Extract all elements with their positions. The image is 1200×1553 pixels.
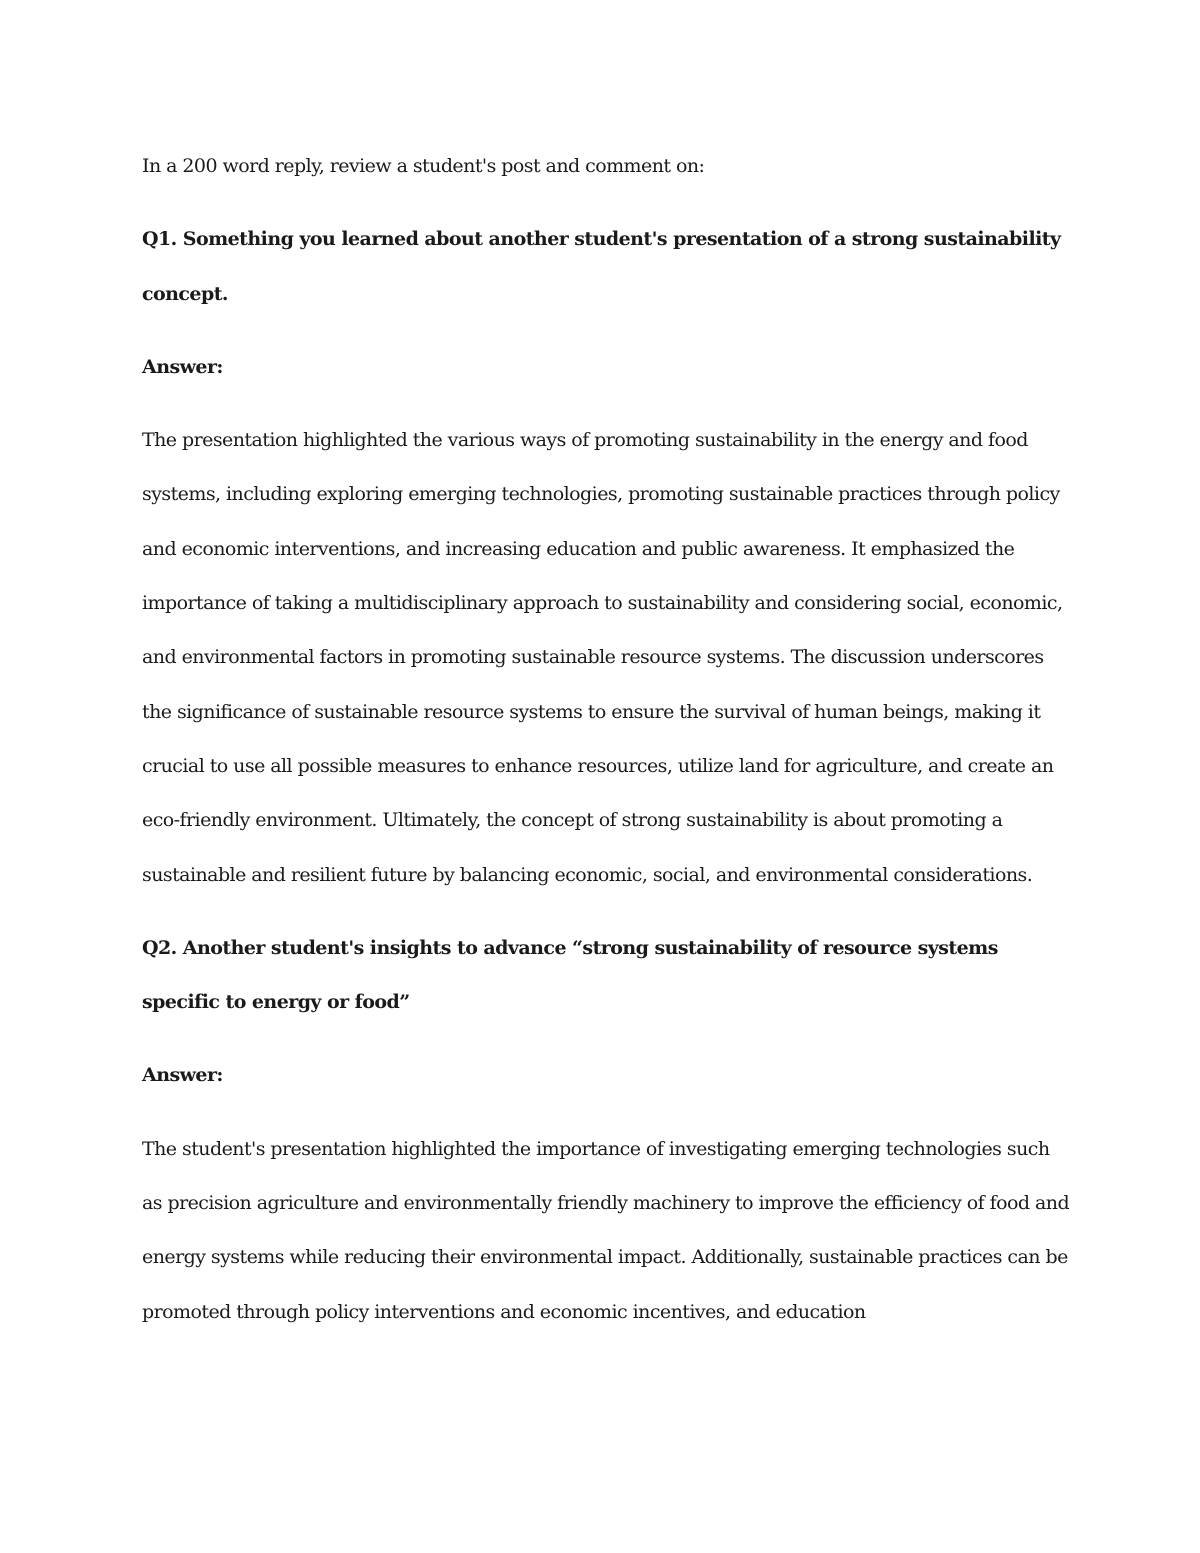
intro-instruction: In a 200 word reply, review a student's post and comment on: [142, 155, 705, 177]
answer-2-label: Answer: [142, 1064, 223, 1087]
answer-1-label: Answer: [142, 355, 223, 378]
question-1: Q1. Something you learned about another student's presentation of a strong sustainability concept. [142, 228, 1061, 305]
answer-1-text: The presentation highlighted the various ways of promoting sustainability in the energy and food systems, including exploring emerging technologies, promoting sustainable practices through policy and economic interventions, and increasing education and public awareness. It emphasized the importance of taking a multidisciplinary approach to sustainability and considering social, economic, and environmental factors in promoting sustainable resource systems. The discussion underscores the significance of sustainable resource systems to ensure the survival of human beings, making it crucial to use all possible measures to enhance resources, utilize land for agriculture, and create an eco-friendly environment. Ultimately, the concept of strong sustainability is about promoting a sustainable and resilient future by balancing economic, social, and environmental considerations. [142, 429, 1063, 886]
document-body [142, 139, 1072, 1339]
question-2: Q2. Another student's insights to advance “strong sustainability of resource systems specific to energy or food” [142, 936, 998, 1014]
answer-2-text: The student's presentation highlighted the importance of investigating emerging technologies such as precision agriculture and environmentally friendly machinery to improve the efficiency of food and energy systems while reducing their environmental impact. Additionally, sustainable practices can be promoted through policy interventions and economic incentives, and education [142, 1137, 1070, 1323]
